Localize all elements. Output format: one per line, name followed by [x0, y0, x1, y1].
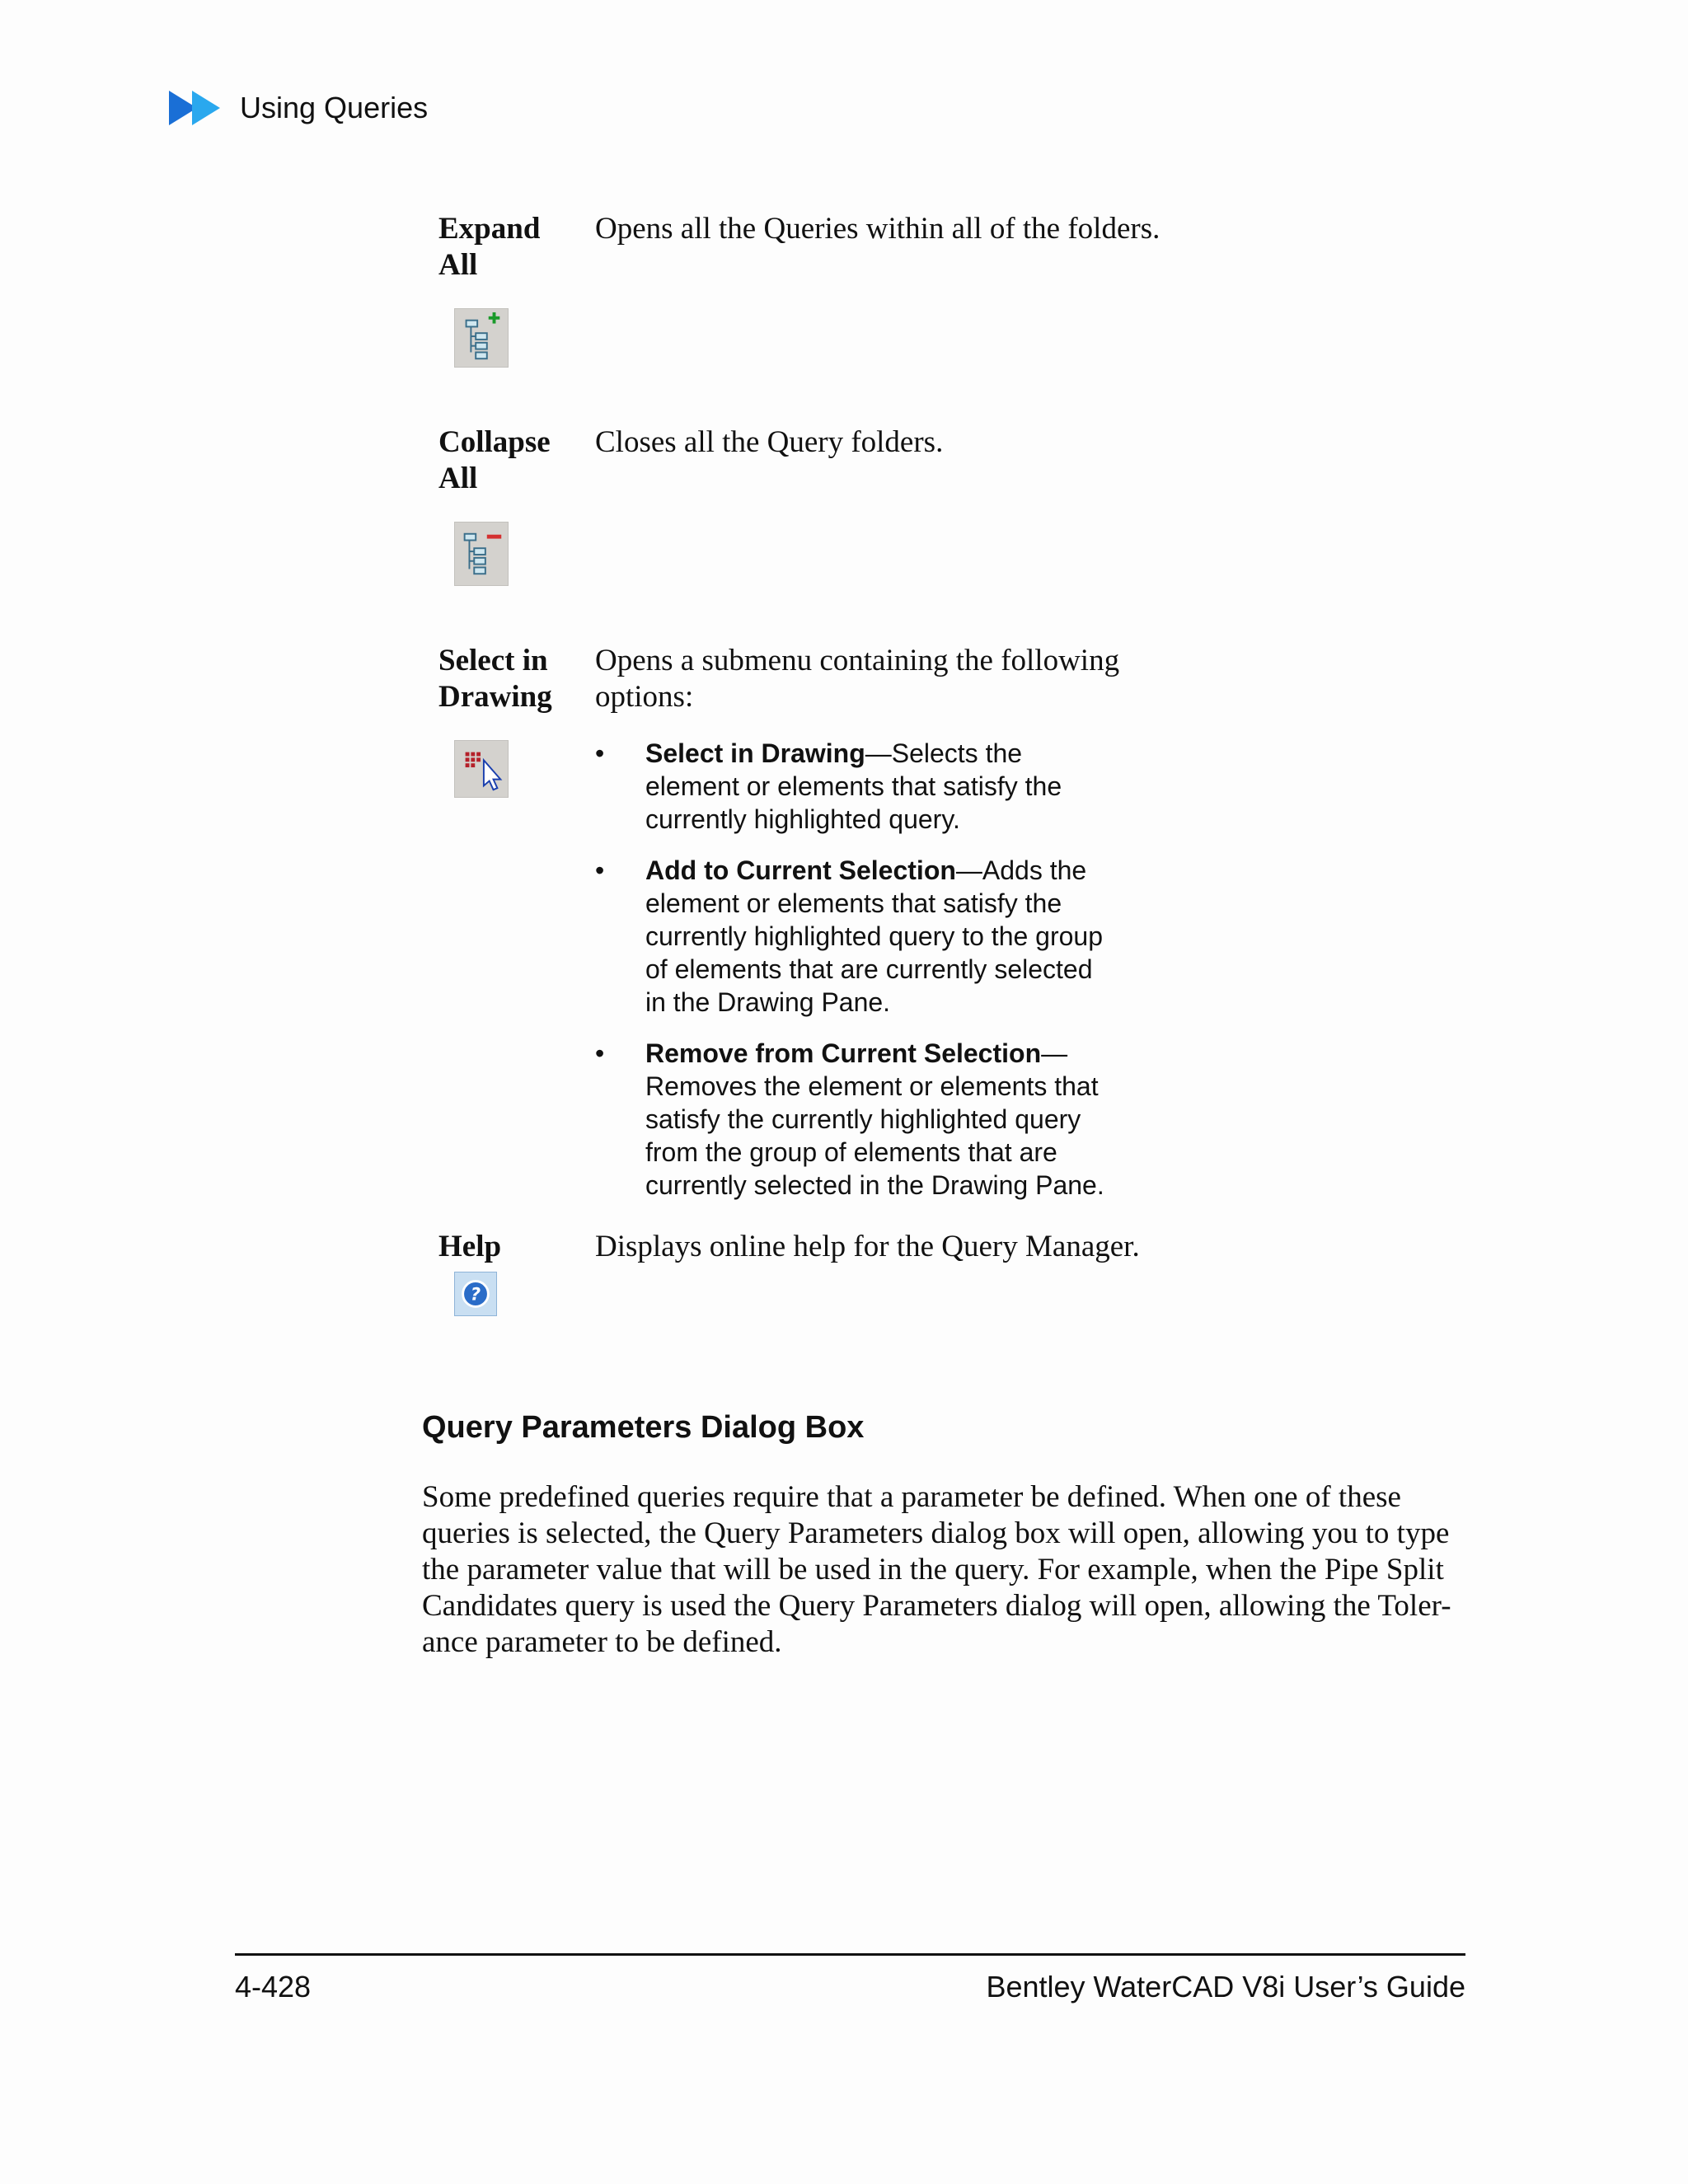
command-term: Expand All	[438, 212, 541, 282]
option-text: —Adds the element or elements that satisfy the currently highlighted query to the group of elements that are currently selected in the Drawing Pane.	[645, 855, 1104, 1017]
expand-all-tree-icon	[454, 308, 509, 368]
footer-divider	[235, 1953, 1465, 1956]
select-in-drawing-icon	[454, 740, 509, 798]
section-heading: Query Parameters Dialog Box	[422, 1410, 865, 1445]
collapse-all-tree-icon	[454, 522, 509, 586]
guide-title: Bentley WaterCAD V8i User’s Guide	[986, 1970, 1465, 2004]
help-question-icon	[454, 1272, 497, 1316]
bullet: •	[595, 738, 605, 768]
option-label: Add to Current Selection	[645, 855, 956, 885]
command-description	[595, 643, 1172, 1220]
command-description-text: Opens a submenu containing the following options:	[595, 644, 1120, 714]
list-item	[595, 854, 1107, 1019]
double-chevron-right-icon	[169, 89, 223, 127]
command-term: Collapse All	[438, 425, 551, 495]
submenu-options-list	[595, 737, 1172, 1202]
option-label: Select in Drawing	[645, 738, 865, 768]
page-number: 4-428	[235, 1970, 312, 2004]
svg-text:?: ?	[470, 1283, 481, 1305]
command-term: Select in Drawing	[438, 644, 552, 714]
command-term: Help	[438, 1230, 502, 1263]
command-description: Closes all the Query folders.	[595, 425, 944, 459]
running-header	[169, 87, 428, 129]
command-description: Opens all the Queries within all of the folders.	[595, 212, 1160, 246]
bullet: •	[595, 1038, 605, 1068]
option-text: —Removes the element or elements that satisfy the currently highlighted query from the group of elements that are currently selected in the Drawing Pane.	[645, 1038, 1104, 1200]
bullet: •	[595, 855, 605, 885]
header-title: Using Queries	[240, 91, 429, 124]
section-body: Some predefined queries require that a parameter be defined. When one of these queries is selected, the Query Parameters dialog box will open, allowing you to type the parameter value that will be used in the query. For example, when the Pipe Split Candidates query is used the Query Parameters dialog will open, allowing the Toler-ance parameter to be defined.	[422, 1480, 1451, 1659]
list-item	[595, 737, 1107, 836]
option-text: —Selects the element or elements that satisfy the currently highlighted query.	[645, 738, 1062, 834]
list-item	[595, 1037, 1107, 1202]
option-label: Remove from Current Selection	[645, 1038, 1042, 1068]
command-description: Displays online help for the Query Manager.	[595, 1230, 1140, 1263]
